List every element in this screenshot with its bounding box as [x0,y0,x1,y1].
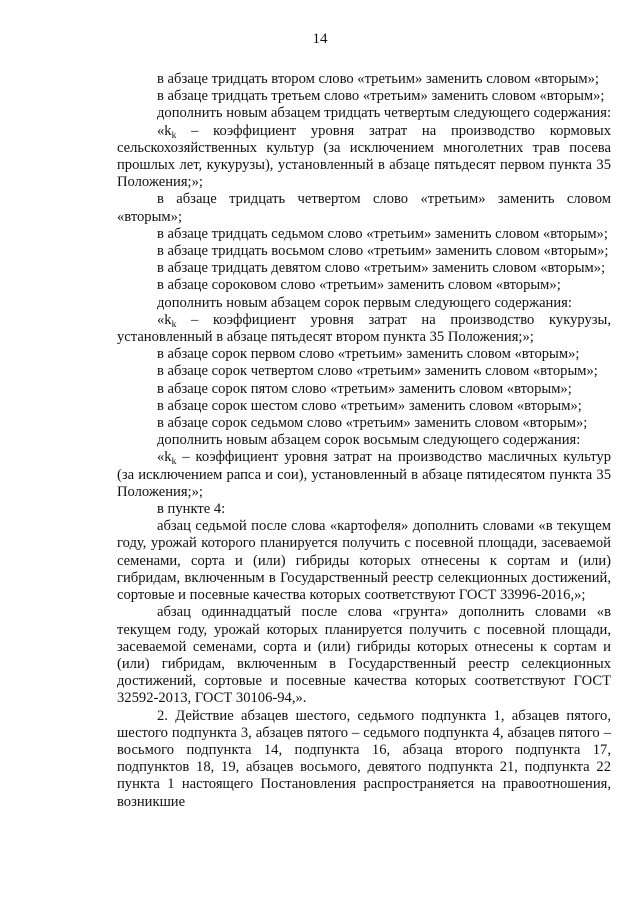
subscript: k [171,319,177,330]
paragraph: в абзаце сорок седьмом слово «третьим» заменить словом «вторым»; [157,415,588,432]
paragraph: в абзаце сорок первом слово «третьим» заменить словом «вторым»; [157,346,580,363]
subscript: k [171,457,177,468]
paragraph: в абзаце тридцать девятом слово «третьим» заменить словом «вторым»; [157,260,606,277]
paragraph: в пункте 4: [157,501,226,518]
paragraph: в абзаце сорок пятом слово «третьим» заменить словом «вторым»; [157,380,572,397]
paragraph: 2. Действие абзацев шестого, седьмого подпункта 1, абзацев пятого, шестого подпункта 3, абзацев пятого – седьмого подпункта 4, абзацев пятого – восьмого подпункта 14, подпункта 16, абзаца второго подпункта 17, подпунктов 18, 19, абзацев восьмого, девятого подпункта 21, подпункта 22 пункта 1 настоящего Постановления распространяется на правоотношения, возникшие [117,707,611,810]
paragraph: абзац седьмой после слова «картофеля» дополнить словами «в текущем году, урожай которого планируется получить с посевной площади, засеваемой семенами, сорта и (или) гибриды которых отнесены к сортам и (или) гибридам, включенным в Государственный реестр селекционных достижений, сортовые и посевные качества которых соответствуют ГОСТ 33996-2016,»; [117,518,611,604]
paragraph: в абзаце сороковом слово «третьим» заменить словом «вторым»; [157,277,561,294]
paragraph: в абзаце сорок шестом слово «третьим» заменить словом «вторым»; [157,397,582,414]
formula-paragraph: «$k_k$ – коэффициент уровня затрат на производство масличных культур (за исключением рапса и сои), установленный в абзаце пятидесятом пункта 35 Положения;»; [117,449,611,500]
formula-paragraph: «$k_k$ – коэффициент уровня затрат на производство кормовых сельскохозяйственных культур (за исключением многолетних трав посева прошлых лет, кукурузы), установленный в абзаце пятьдесят первом пункта 35 Положения;»; [117,122,611,191]
formula-paragraph: «$k_k$ – коэффициент уровня затрат на производство кукурузы, установленный в абзаце пятьдесят втором пункта 35 Положения;»; [117,311,611,346]
paragraph: абзац одиннадцатый после слова «грунта» дополнить словами «в текущем году, урожай которых планируется получить с посевной площади, засеваемой семенами, сорта и (или) гибриды которых отнесены к сортам и (или) гибридам, включенным в Государственный реестр селекционных достижений, сортовые и посевные качества которых соответствуют ГОСТ 32592-2013, ГОСТ 30106-94,». [117,604,611,707]
paragraph: в абзаце тридцать седьмом слово «третьим» заменить словом «вторым»; [157,225,608,242]
page-number: 14 [312,31,328,47]
paragraph: в абзаце тридцать третьем слово «третьим» заменить словом «вторым»; [157,88,605,105]
paragraph: в абзаце тридцать восьмом слово «третьим» заменить словом «вторым»; [157,243,609,260]
subscript: k [171,130,177,141]
paragraph: дополнить новым абзацем сорок восьмым следующего содержания: [157,432,581,449]
paragraph: в абзаце тридцать четвертом слово «третьим» заменить словом «вторым»; [117,191,611,225]
paragraph: в абзаце сорок четвертом слово «третьим» заменить словом «вторым»; [157,363,598,380]
paragraph: в абзаце тридцать втором слово «третьим» заменить словом «вторым»; [157,71,599,87]
document-body [117,71,611,811]
paragraph: дополнить новым абзацем тридцать четвертым следующего содержания: [157,105,612,122]
paragraph: дополнить новым абзацем сорок первым следующего содержания: [157,294,572,311]
